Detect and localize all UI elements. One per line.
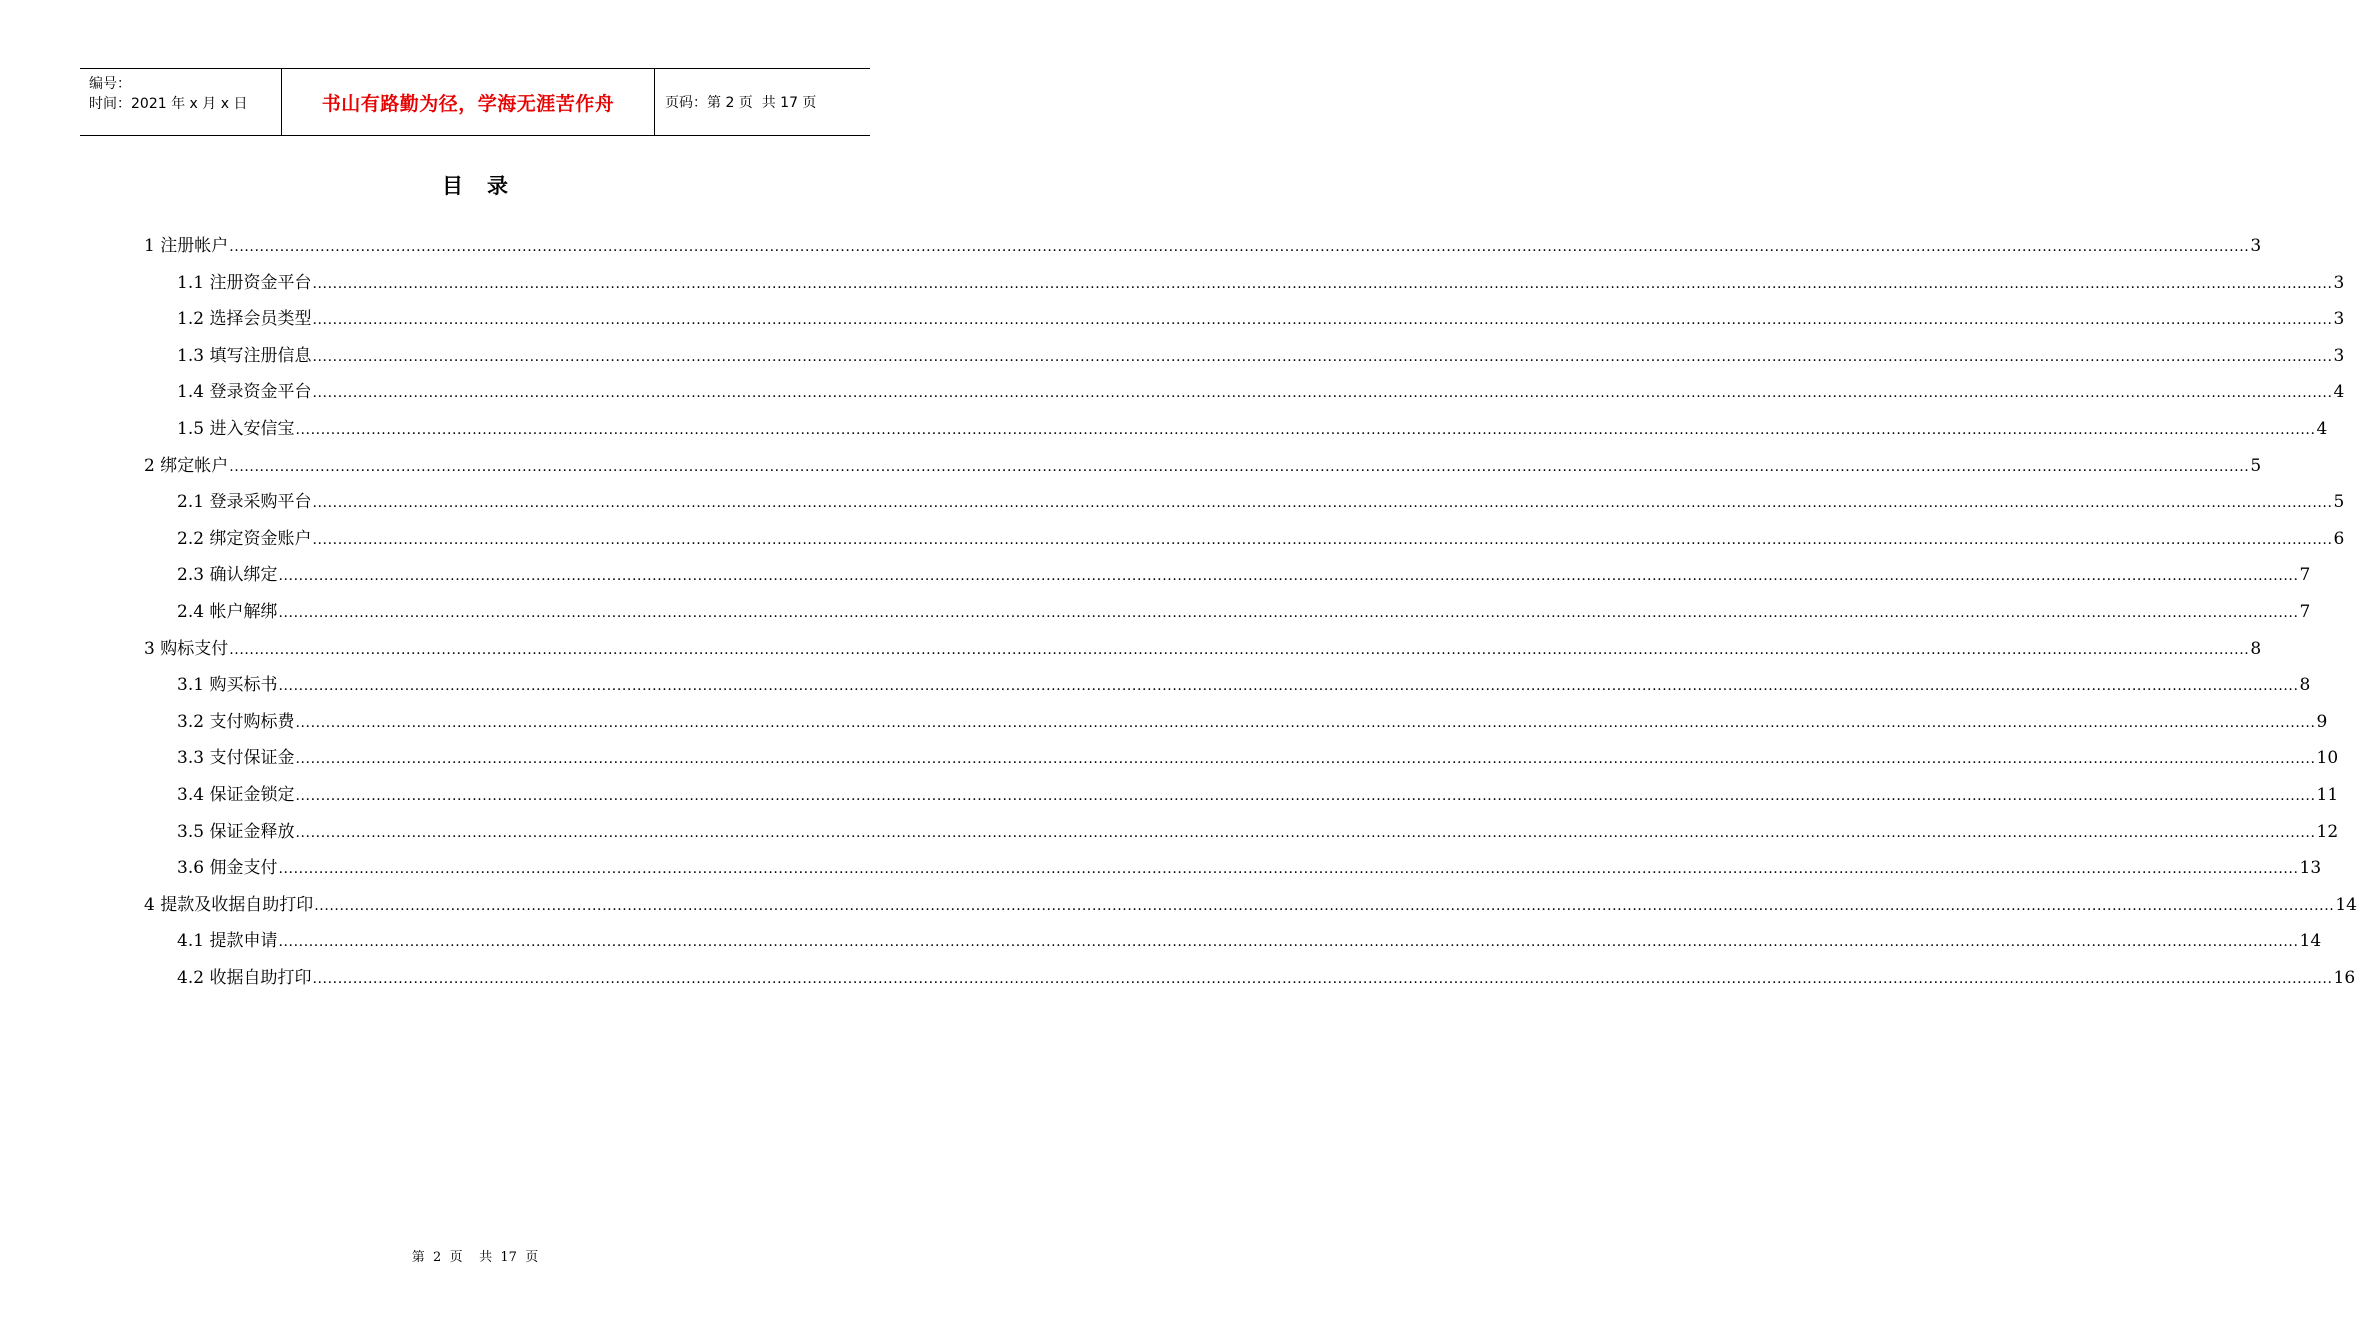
header-meta bbox=[80, 69, 282, 135]
toc-leader-dots: ................................................................................................................................................................................................................................................................................................................................................................................................................ bbox=[295, 824, 2316, 841]
toc-leader-dots: ................................................................................................................................................................................................................................................................................................................................................................................................................ bbox=[312, 385, 2333, 402]
toc-entry-page: 8 bbox=[2250, 638, 2262, 659]
toc-entry-label: 1.3 填写注册信息 bbox=[177, 345, 312, 366]
toc-entry[interactable] bbox=[144, 923, 2322, 960]
header-page-info: 页码：第 2 页 共 17 页 bbox=[665, 95, 817, 111]
toc-entry-page: 7 bbox=[2299, 565, 2311, 586]
page-footer bbox=[0, 1246, 950, 1265]
toc-entry[interactable] bbox=[144, 265, 2345, 302]
toc-entry-page: 10 bbox=[2316, 748, 2339, 769]
toc-entry[interactable] bbox=[144, 448, 2262, 485]
toc-entry-label: 2.4 帐户解绑 bbox=[177, 601, 278, 622]
toc-entry-label: 4.1 提款申请 bbox=[177, 931, 278, 952]
toc-leader-dots: ................................................................................................................................................................................................................................................................................................................................................................................................................ bbox=[278, 861, 2299, 878]
page-header bbox=[80, 68, 870, 136]
toc-entry[interactable] bbox=[144, 850, 2322, 887]
toc-entry[interactable] bbox=[144, 301, 2345, 338]
toc-leader-dots: ................................................................................................................................................................................................................................................................................................................................................................................................................ bbox=[278, 568, 2299, 585]
toc-entry-label: 3.2 支付购标费 bbox=[177, 711, 295, 732]
toc-entry-page: 5 bbox=[2333, 492, 2345, 513]
toc-leader-dots: ................................................................................................................................................................................................................................................................................................................................................................................................................ bbox=[295, 751, 2316, 768]
toc-leader-dots: ................................................................................................................................................................................................................................................................................................................................................................................................................ bbox=[278, 934, 2299, 951]
toc-entry[interactable] bbox=[144, 704, 2328, 741]
toc-leader-dots: ................................................................................................................................................................................................................................................................................................................................................................................................................ bbox=[278, 678, 2299, 695]
header-number-label: 编号： bbox=[89, 76, 131, 92]
toc-entry-page: 4 bbox=[2316, 418, 2328, 439]
toc-leader-dots: ................................................................................................................................................................................................................................................................................................................................................................................................................ bbox=[312, 348, 2333, 365]
toc-entry-label: 2.3 确认绑定 bbox=[177, 565, 278, 586]
toc-leader-dots: ................................................................................................................................................................................................................................................................................................................................................................................................................ bbox=[312, 531, 2333, 548]
toc-entry-label: 2.2 绑定资金账户 bbox=[177, 528, 312, 549]
toc-entry[interactable] bbox=[144, 631, 2262, 668]
toc-title-part-2: 录 bbox=[487, 174, 508, 198]
header-time-label: 时间：2021 年 x 月 x 日 bbox=[89, 96, 248, 112]
toc-leader-dots: ................................................................................................................................................................................................................................................................................................................................................................................................................ bbox=[229, 641, 2250, 658]
toc-entry[interactable] bbox=[144, 777, 2339, 814]
toc-entry-label: 1 注册帐户 bbox=[144, 236, 229, 256]
toc-leader-dots: ................................................................................................................................................................................................................................................................................................................................................................................................................ bbox=[229, 239, 2250, 255]
toc-leader-dots: ................................................................................................................................................................................................................................................................................................................................................................................................................ bbox=[312, 495, 2333, 512]
toc-entry-label: 3.1 购买标书 bbox=[177, 675, 278, 696]
toc-entry-page: 14 bbox=[2335, 894, 2357, 915]
toc-leader-dots: ................................................................................................................................................................................................................................................................................................................................................................................................................ bbox=[295, 421, 2316, 438]
toc-entry-page: 16 bbox=[2333, 967, 2356, 988]
toc-leader-dots: ................................................................................................................................................................................................................................................................................................................................................................................................................ bbox=[295, 714, 2316, 731]
toc-entry-label: 3.4 保证金锁定 bbox=[177, 784, 295, 805]
toc-entry-page: 13 bbox=[2299, 858, 2322, 879]
toc-entry-label: 1.4 登录资金平台 bbox=[177, 382, 312, 403]
toc-entry[interactable] bbox=[144, 557, 2311, 594]
toc-leader-dots: ................................................................................................................................................................................................................................................................................................................................................................................................................ bbox=[278, 604, 2299, 621]
toc-entry[interactable] bbox=[144, 814, 2339, 851]
toc-entry[interactable] bbox=[144, 338, 2345, 375]
toc-entry-page: 8 bbox=[2299, 675, 2311, 696]
toc-entry[interactable] bbox=[144, 521, 2345, 558]
footer-page-number: 第 2 页 共 17 页 bbox=[411, 1250, 539, 1265]
toc-entry-page: 3 bbox=[2333, 345, 2345, 366]
toc-entry-label: 1.1 注册资金平台 bbox=[177, 272, 312, 293]
toc-entry-page: 3 bbox=[2333, 272, 2345, 293]
toc-entry-page: 5 bbox=[2250, 455, 2262, 476]
toc-leader-dots: ................................................................................................................................................................................................................................................................................................................................................................................................................ bbox=[312, 312, 2333, 329]
toc-leader-dots: ................................................................................................................................................................................................................................................................................................................................................................................................................ bbox=[295, 787, 2316, 804]
toc-entry-page: 3 bbox=[2333, 309, 2345, 330]
toc-leader-dots: ................................................................................................................................................................................................................................................................................................................................................................................................................ bbox=[229, 458, 2250, 475]
toc-entry-page: 4 bbox=[2333, 382, 2345, 403]
toc-entry-page: 11 bbox=[2316, 784, 2339, 805]
toc-entry-label: 4.2 收据自助打印 bbox=[177, 967, 312, 988]
table-of-contents bbox=[144, 228, 2357, 996]
toc-entry-label: 3 购标支付 bbox=[144, 638, 229, 659]
toc-entry[interactable] bbox=[144, 228, 2262, 265]
header-page-info-cell bbox=[655, 69, 870, 135]
toc-entry[interactable] bbox=[144, 740, 2339, 777]
toc-entry-page: 14 bbox=[2299, 931, 2322, 952]
toc-entry-page: 12 bbox=[2316, 821, 2339, 842]
toc-title-part-1: 目 bbox=[442, 174, 463, 198]
toc-title bbox=[0, 170, 950, 200]
toc-entry-label: 3.3 支付保证金 bbox=[177, 748, 295, 769]
toc-entry[interactable] bbox=[144, 960, 2356, 997]
header-motto: 书山有路勤为径，学海无涯苦作舟 bbox=[282, 69, 655, 135]
toc-entry-label: 3.5 保证金释放 bbox=[177, 821, 295, 842]
toc-leader-dots: ................................................................................................................................................................................................................................................................................................................................................................................................................ bbox=[314, 897, 2335, 914]
toc-leader-dots: ................................................................................................................................................................................................................................................................................................................................................................................................................ bbox=[312, 970, 2333, 987]
toc-entry[interactable] bbox=[144, 374, 2345, 411]
toc-entry-page: 3 bbox=[2250, 236, 2262, 256]
toc-leader-dots: ................................................................................................................................................................................................................................................................................................................................................................................................................ bbox=[312, 275, 2333, 292]
toc-entry-label: 3.6 佣金支付 bbox=[177, 858, 278, 879]
toc-entry-page: 7 bbox=[2299, 601, 2311, 622]
toc-entry[interactable] bbox=[144, 887, 2357, 924]
toc-entry[interactable] bbox=[144, 594, 2311, 631]
toc-entry-label: 2 绑定帐户 bbox=[144, 455, 229, 476]
toc-entry[interactable] bbox=[144, 484, 2345, 521]
toc-entry-label: 1.2 选择会员类型 bbox=[177, 309, 312, 330]
toc-entry-label: 1.5 进入安信宝 bbox=[177, 418, 295, 439]
toc-entry-label: 4 提款及收据自助打印 bbox=[144, 894, 314, 915]
toc-entry[interactable] bbox=[144, 411, 2328, 448]
toc-entry-page: 9 bbox=[2316, 711, 2328, 732]
toc-entry-page: 6 bbox=[2333, 528, 2345, 549]
toc-entry-label: 2.1 登录采购平台 bbox=[177, 492, 312, 513]
toc-entry[interactable] bbox=[144, 667, 2311, 704]
